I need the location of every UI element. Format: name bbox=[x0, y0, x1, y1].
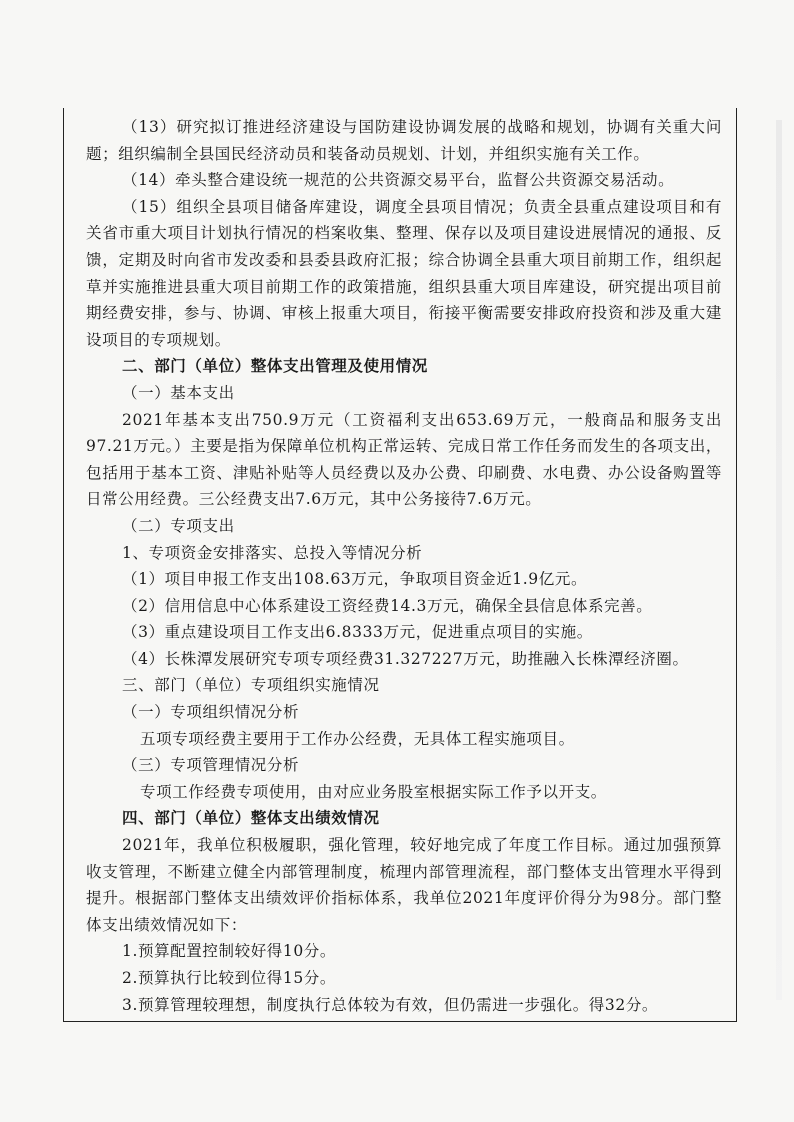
score-item-1: 1.预算配置控制较好得10分。 bbox=[122, 942, 337, 961]
special-item-4: （4）长株潭发展研究专项专项经费31.327227万元，助推融入长株潭经济圈。 bbox=[122, 649, 689, 668]
paragraph-14: （14）牵头整合建设统一规范的公共资源交易平台，监督公共资源交易活动。 bbox=[122, 171, 675, 190]
subsection-1-heading: 1、专项资金安排落实、总投入等情况分析 bbox=[122, 543, 423, 562]
score-item-3: 3.预算管理较理想，制度执行总体较为有效，但仍需进一步强化。得32分。 bbox=[122, 995, 659, 1014]
section-3-heading: 三、部门（单位）专项组织实施情况 bbox=[122, 676, 380, 695]
paragraph-15: （15）组织全县项目储备库建设，调度全县项目情况；负责全县重点建设项目和有关省市重大项目计划执行情况的档案收集、整理、保存以及项目建设进展情况的通报、反馈，定期及时向省市发改委和县委县政府汇报；综合协调全县重大项目前期工作，组织起草并实施推进县重大项目前期工作的政策措施，组织县重大项目库建设，研究提出项目前期经费安排，参与、协调、审核上报重大项目，衔接平衡需要安排政府投资和涉及重大建设项目的专项规划。 bbox=[86, 197, 722, 349]
document-frame bbox=[63, 108, 737, 1022]
score-item-2: 2.预算执行比较到位得15分。 bbox=[122, 969, 337, 987]
section-3-1-text: 五项专项经费主要用于工作办公经费，无具体工程实施项目。 bbox=[140, 729, 575, 748]
basic-expense-paragraph: 2021年基本支出750.9万元（工资福利支出653.69万元，一般商品和服务支出97.21万元。）主要是指为保障单位机构正常运转、完成日常工作任务而发生的各项支出，包括用于基本工资、津贴补贴等人员经费以及办公费、印刷费、水电费、办公设备购置等日常公用经费。三公经费支出7.6万元，其中公务接待7.6万元。 bbox=[86, 410, 722, 509]
section-4-heading: 四、部门（单位）整体支出绩效情况 bbox=[122, 808, 380, 828]
section-3-3-heading: （三）专项管理情况分析 bbox=[122, 756, 300, 775]
section-3-3-text: 专项工作经费专项使用，由对应业务股室根据实际工作予以开支。 bbox=[140, 782, 607, 801]
section-2-heading: 二、部门（单位）整体支出管理及使用情况 bbox=[122, 356, 428, 376]
paragraph-13: （13）研究拟订推进经济建设与国防建设协调发展的战略和规划，协调有关重大问题；组织编制全县国民经济动员和装备动员规划、计划，并组织实施有关工作。 bbox=[86, 118, 722, 163]
scan-edge-shadow bbox=[776, 120, 782, 1000]
section-2-1-heading: （一）基本支出 bbox=[122, 383, 235, 402]
special-item-1: （1）项目申报工作支出108.63万元，争取项目资金近1.9亿元。 bbox=[122, 570, 588, 589]
section-4-text: 2021年，我单位积极履职，强化管理，较好地完成了年度工作目标。通过加强预算收支管理，不断建立健全内部管理制度，梳理内部管理流程，部门整体支出管理水平得到提升。根据部门整体支出绩效评价指标体系，我单位2021年度评价得分为98分。部门整体支出绩效情况如下： bbox=[86, 836, 722, 934]
special-item-2: （2）信用信息中心体系建设工资经费14.3万元，确保全县信息体系完善。 bbox=[122, 596, 653, 615]
section-2-2-heading: （二）专项支出 bbox=[122, 516, 235, 535]
section-3-1-heading: （一）专项组织情况分析 bbox=[122, 703, 300, 722]
special-item-3: （3）重点建设项目工作支出6.8333万元，促进重点项目的实施。 bbox=[122, 623, 593, 642]
